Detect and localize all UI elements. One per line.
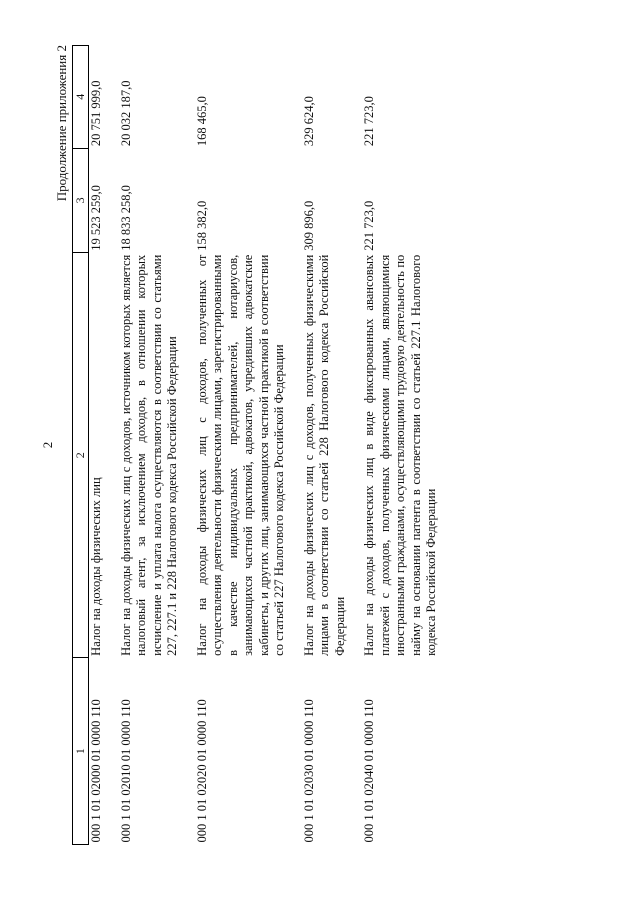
row-code: 000 1 01 02010 01 0000 110	[118, 699, 133, 843]
row-code: 000 1 01 02000 01 0000 110	[89, 699, 103, 843]
row-col4: 168 465,0	[194, 96, 209, 147]
row-col4: 221 723,0	[362, 96, 376, 147]
row-code: 000 1 01 02020 01 0000 110	[194, 699, 209, 843]
header-col-3: 3	[73, 148, 89, 253]
row-name: Налог на доходы физических лиц с доходов, источником которых является налоговый агент, за исключением доходов, в отношении которых исчисление и уплата налога осуществляются в соответствии со статьями 227, 227.1 и 228 Налогового кодекса Российской Федерации	[118, 254, 179, 656]
row-name: Налог на доходы физических лиц с доходов, полученных физическими лицами в соответствии со статьей 228 Налогового кодекса Российской Федерации	[301, 254, 347, 656]
revenue-table	[72, 45, 454, 845]
table-header-row	[73, 46, 89, 845]
rotated-page	[40, 45, 600, 845]
row-name: Налог на доходы физических лиц с доходов, полученных от осуществления деятельности физическими лицами, зарегистрированными в качестве индивидуальных предпринимателей, нотариусов, занимающихся частной практикой, адвокатов, учредивших адвокатские кабинеты, и других лиц, занимающихся частной практикой в соответствии со статьей 227 Налогового кодекса Российской Федерации	[194, 254, 286, 656]
row-col3: 158 382,0	[194, 200, 209, 251]
table-row	[195, 46, 302, 845]
header-col-1: 1	[73, 658, 89, 845]
header-col-2: 2	[73, 253, 89, 658]
table-row	[89, 46, 119, 845]
row-col4: 20 032 187,0	[118, 80, 133, 147]
row-col4: 20 751 999,0	[89, 80, 103, 147]
table-row	[362, 46, 454, 845]
row-col3: 19 523 259,0	[89, 185, 103, 251]
row-code: 000 1 01 02040 01 0000 110	[362, 699, 376, 843]
page-number: 2	[40, 441, 55, 449]
table-row	[119, 46, 195, 845]
row-code: 000 1 01 02030 01 0000 110	[301, 699, 316, 843]
row-col4: 329 624,0	[301, 96, 316, 147]
continuation-note: Продолжение приложения 2	[54, 45, 69, 202]
row-name: Налог на доходы физических лиц в виде фиксированных авансовых платежей с доходов, полученных физическими лицами, являющимися иностранными гражданами, осуществляющими трудовую деятельность по найму на основании патента в соответствии со статьей 227.1 Налогового кодекса Российской Федерации	[362, 254, 438, 656]
row-col3: 18 833 258,0	[118, 185, 133, 251]
row-name: Налог на доходы физических лиц	[89, 477, 103, 656]
table-row	[302, 46, 363, 845]
row-col3: 221 723,0	[362, 200, 376, 251]
header-col-4: 4	[73, 46, 89, 149]
row-col3: 309 896,0	[301, 200, 316, 251]
